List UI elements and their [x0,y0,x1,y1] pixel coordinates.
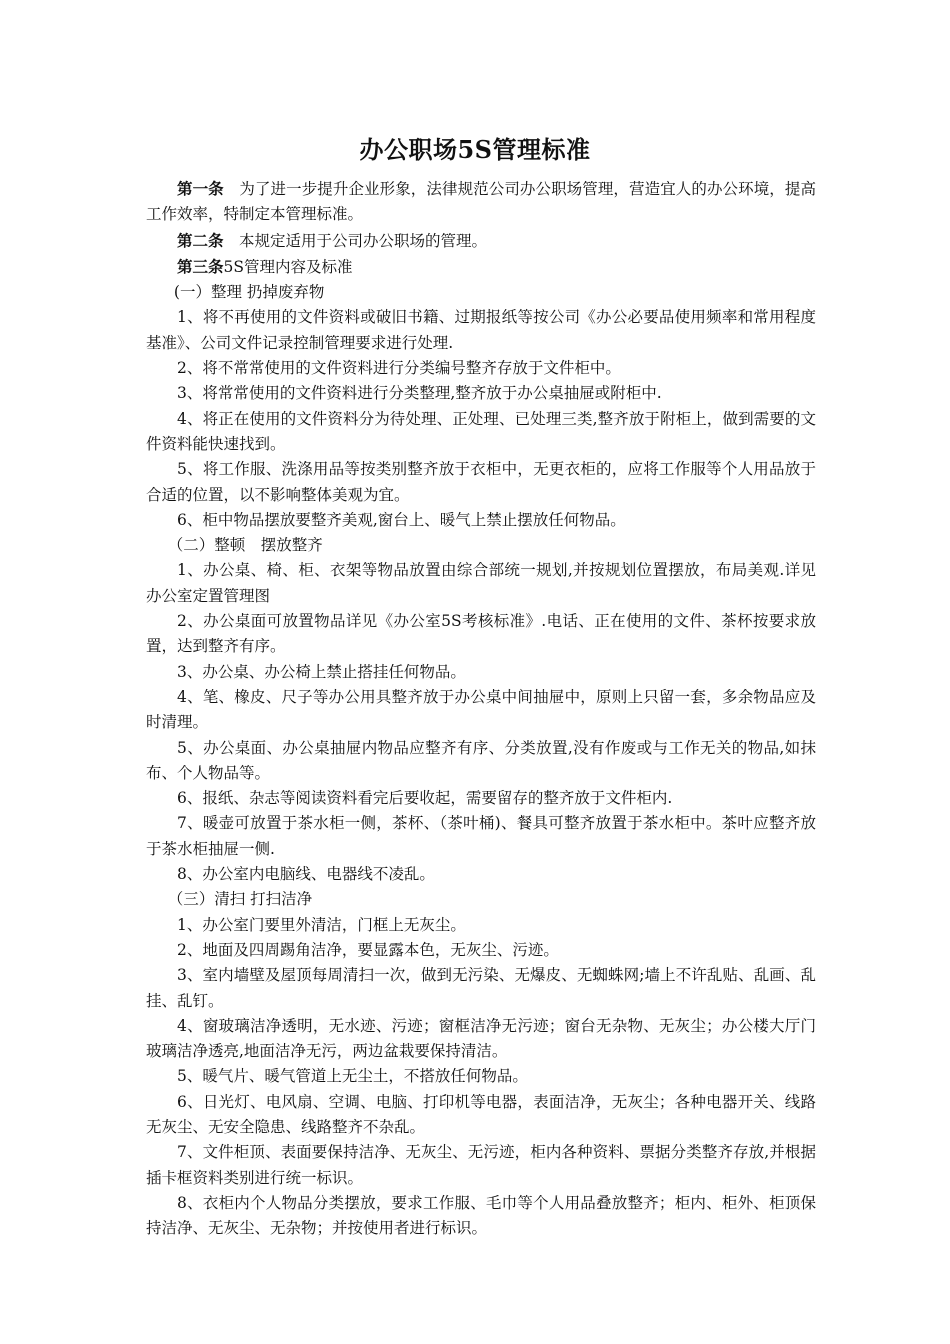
list-item: 3、将常常使用的文件资料进行分类整理,整齐放于办公桌抽屉或附柜中. [177,384,662,403]
section-3-heading: （三）清扫 打扫洁净 [167,890,313,909]
list-item: 5、将工作服、洗涤用品等按类别整齐放于衣柜中，无更衣柜的，应将工作服等个人用品放于合适的位置，以不影响整体美观为宜。 [146,460,816,504]
list-item: 2、将不常常使用的文件资料进行分类编号整齐存放于文件柜中。 [177,359,621,378]
article-3-text: 5S管理内容及标准 [223,257,353,276]
section-2-heading: （二）整顿 摆放整齐 [167,536,323,555]
article-1-label: 第一条 [177,179,224,198]
article-2 [146,228,816,254]
list-item: 2、办公桌面可放置物品详见《办公室5S考核标准》.电话、正在使用的文件、茶杯按要求放置，达到整齐有序。 [146,612,816,656]
article-1-text: 为了进一步提升企业形象，法律规范公司办公职场管理，营造宜人的办公环境，提高工作效率，特制定本管理标准。 [146,180,816,224]
list-item: 7、文件柜顶、表面要保持洁净、无灰尘、无污迹，柜内各种资料、票据分类整齐存放,并根据插卡框资料类别进行统一标识。 [146,1143,816,1187]
article-2-text: 本规定适用于公司办公职场的管理。 [223,231,488,250]
list-item: 5、暖气片、暖气管道上无尘土，不搭放任何物品。 [177,1067,528,1086]
list-item: 6、日光灯、电风扇、空调、电脑、打印机等电器，表面洁净，无灰尘；各种电器开关、线路无灰尘、无安全隐患、线路整齐不杂乱。 [146,1092,816,1136]
list-item: 2、地面及四周踢角洁净，要显露本色，无灰尘、污迹。 [177,940,559,959]
list-item: 8、办公室内电脑线、电器线不凌乱。 [177,865,435,884]
article-3 [146,254,816,280]
list-item: 3、办公桌、办公椅上禁止搭挂任何物品。 [177,662,466,681]
article-1 [146,176,816,228]
article-3-label: 第三条 [177,256,224,276]
list-item: 1、将不再使用的文件资料或破旧书籍、过期报纸等按公司《办公必要品使用频率和常用程度基准》、公司文件记录控制管理要求进行处理. [146,308,816,352]
list-item: 1、办公室门要里外清洁，门框上无灰尘。 [177,915,466,934]
list-item: 8、衣柜内个人物品分类摆放，要求工作服、毛巾等个人用品叠放整齐；柜内、柜外、柜顶保持洁净、无灰尘、无杂物；并按使用者进行标识。 [146,1193,816,1238]
article-2-label: 第二条 [177,230,224,250]
list-item: 6、柜中物品摆放要整齐美观,窗台上、暖气上禁止摆放任何物品。 [177,510,626,529]
list-item: 1、办公桌、椅、柜、衣架等物品放置由综合部统一规划,并按规划位置摆放，布局美观.详见办公室定置管理图 [146,561,816,605]
document-title: 办公职场5S管理标准 [359,135,591,164]
document-body [146,176,816,1241]
section-1-heading: (一）整理 扔掉废弃物 [173,283,325,302]
list-item: 6、报纸、杂志等阅读资料看完后要收起，需要留存的整齐放于文件柜内. [177,789,673,808]
list-item: 5、办公桌面、办公桌抽屉内物品应整齐有序、分类放置,没有作废或与工作无关的物品,如抹布、个人物品等。 [146,738,816,782]
list-item: 4、窗玻璃洁净透明，无水迹、污迹；窗框洁净无污迹；窗台无杂物、无灰尘；办公楼大厅门玻璃洁净透亮,地面洁净无污，两边盆栽要保持清洁。 [146,1016,816,1061]
list-item: 4、笔、橡皮、尺子等办公用具整齐放于办公桌中间抽屉中，原则上只留一套，多余物品应及时清理。 [146,687,816,732]
list-item: 3、室内墙壁及屋顶每周清扫一次，做到无污染、无爆皮、无蜘蛛网;墙上不许乱贴、乱画、乱挂、乱钉。 [146,966,816,1010]
list-item: 7、暖壶可放置于茶水柜一侧，茶杯、（茶叶桶)、餐具可整齐放置于茶水柜中。茶叶应整齐放于茶水柜抽屉一侧. [146,814,816,858]
list-item: 4、将正在使用的文件资料分为待处理、正处理、已处理三类,整齐放于附柜上，做到需要的文件资料能快速找到。 [146,409,816,453]
